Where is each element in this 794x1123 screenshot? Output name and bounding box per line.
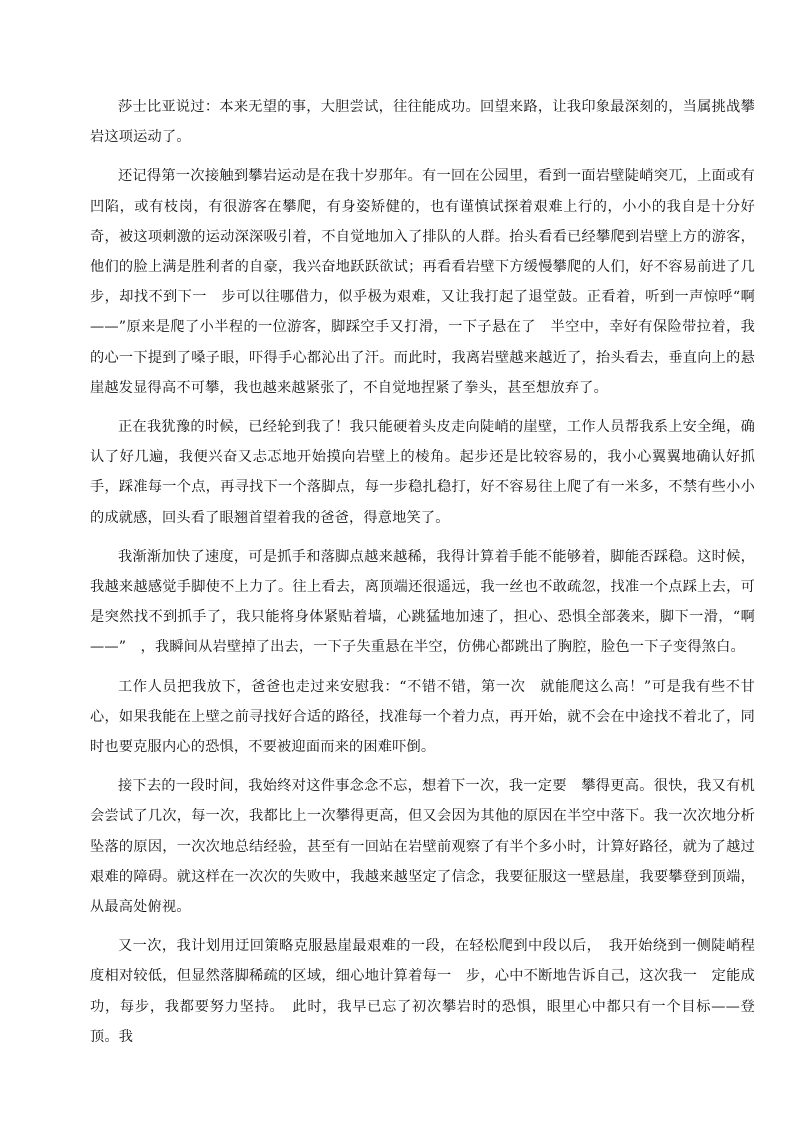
paragraph-1: 莎士比亚说过：本来无望的事，大胆尝试，往往能成功。回望来路，让我印象最深刻的，当属挑战攀岩这项运动了。 bbox=[90, 99, 755, 146]
paragraph-4: 我渐渐加快了速度，可是抓手和落脚点越来越稀，我得计算着手能不能够着，脚能否踩稳。这时候，我越来越感觉手脚使不上力了。往上看去，离顶端还很遥远，我一丝也不敢疏忽，找准一个点踩上去，可是突然找不到抓手了，我只能将身体紧贴着墙，心跳猛地加速了，担心、恐惧全部袭来，脚下一滑，“啊——” ，我瞬间从岩壁掉了出去，一下子失重悬在半空，仿佛心都跳出了胸腔，脸色一下子变得煞白。 bbox=[90, 548, 755, 656]
paragraph-5: 工作人员把我放下，爸爸也走过来安慰我：“不错不错，第一次 就能爬这么高！”可是我有些不甘心，如果我能在上壁之前寻找好合适的路径，找准每一个着力点，再开始，就不会在中途找不着北了，同时也要克服内心的恐惧，不要被迎面而来的困难吓倒。 bbox=[90, 678, 755, 756]
paragraph-2: 还记得第一次接触到攀岩运动是在我十岁那年。有一回在公园里，看到一面岩壁陡峭突兀，上面或有凹陷，或有枝岗，有很游客在攀爬，有身姿矫健的，也有谨慎试探着艰难上行的，小小的我自是十分好奇，被这项刺激的运动深深吸引着，不自觉地加入了排队的人群。抬头看看已经攀爬到岩壁上方的游客，他们的脸上满是胜利者的自豪，我兴奋地跃跃欲试；再看看岩壁下方缓慢攀爬的人们，好不容易前进了几步，却找不到下一 步可以往哪借力，似乎极为艰难，又让我打起了退堂鼓。正看着，听到一声惊呼“啊——”原来是爬了小半程的一位游客，脚踩空手又打滑，一下子悬在了 半空中，幸好有保险带拉着，我的心一下提到了嗓子眼，吓得手心都沁出了汗。而此时，我离岩壁越来越近了，抬头看去，垂直向上的悬崖越发显得高不可攀，我也越来越紧张了，不自觉地捏紧了拳头，甚至想放弃了。 bbox=[90, 168, 755, 396]
paragraph-3: 正在我犹豫的时候，已经轮到我了！我只能硬着头皮走向陡峭的崖壁，工作人员帮我系上安全绳，确认了好几遍，我便兴奋又忐忑地开始摸向岩壁上的棱角。起步还是比较容易的，我小心翼翼地确认好抓手，踩准每一个点，再寻找下一个落脚点，每一步稳扎稳打，好不容易往上爬了有一米多，不禁有些小小的成就感，回头看了眼翘首望着我的爸爸，得意地笑了。 bbox=[90, 419, 755, 526]
paragraph-6: 接下去的一段时间，我始终对这件事念念不忘，想着下一次，我一定要 攀得更高。很快，我又有机会尝试了几次，每一次，我都比上一次攀得更高，但又会因为其他的原因在半空中落下。我一次次地分析坠落的原因，一次次地总结经验，甚至有一回站在岩壁前观察了有半个多小时，计算好路径，就为了越过艰难的障碍。就这样在一次次的失败中，我越来越坚定了信念，我要征服这一壁悬崖，我要攀登到顶端，从最高处俯视。 bbox=[90, 778, 755, 916]
document-body bbox=[90, 92, 755, 1061]
paragraph-7: 又一次，我计划用迂回策略克服悬崖最艰难的一段，在轻松爬到中段以后， 我开始绕到一侧陡峭程度相对较低，但显然落脚稀疏的区域，细心地计算着每一 步，心中不断地告诉自己，这次我一 定能成功，每步，我都要努力坚持。 此时，我早已忘了初次攀岩时的恐惧，眼里心中都只有一个目标——登顶。我 bbox=[90, 938, 755, 1045]
